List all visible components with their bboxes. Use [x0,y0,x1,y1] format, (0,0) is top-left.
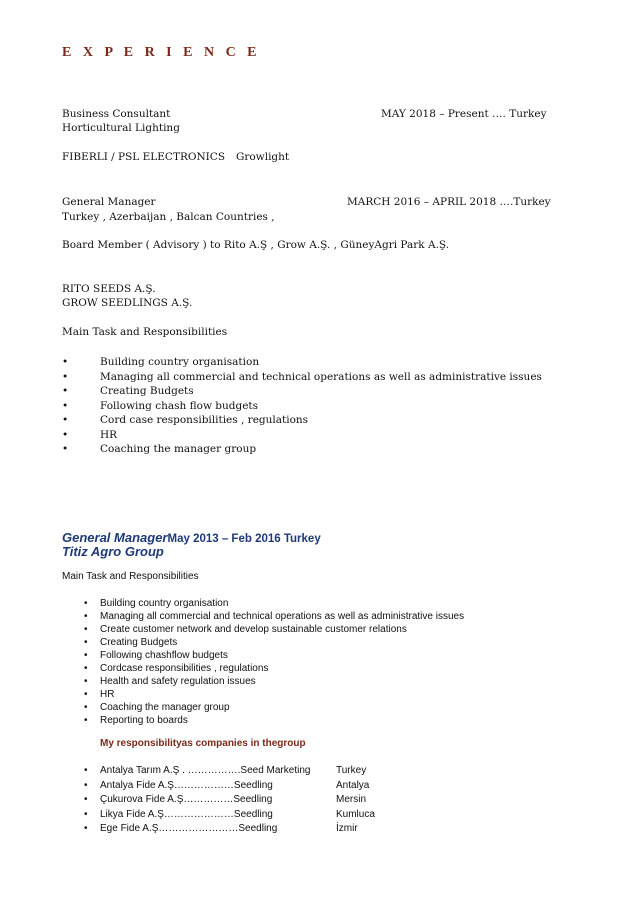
job1-product: Growlight [236,151,290,163]
company-location: Antalya [336,779,370,791]
task-text: Cord case responsibilities , regulations [100,414,309,426]
bullet-icon: • [84,598,88,609]
bullet-icon: • [62,428,69,441]
task-text: Coaching the manager group [100,702,230,713]
experience-heading: E X P E R I E N C E [62,45,261,60]
job1-date: MAY 2018 – Present …. Turkey [381,108,547,120]
bullet-icon: • [84,808,88,820]
company-name: Çukurova Fide A.Ş……………Seedling [100,794,273,805]
bullet-icon: • [84,637,88,648]
bullet-icon: • [62,370,69,383]
job3-title: General Manager [62,530,168,545]
task-text: Reporting to boards [100,715,188,726]
job1-subtitle: Horticultural Lighting [62,122,180,134]
task-text: Cordcase responsibilities , regulations [100,663,269,674]
bullet-icon: • [62,414,69,426]
bullet-icon: • [62,399,69,412]
bullet-icon: • [62,356,69,368]
job1-title: Business Consultant [62,108,171,120]
task-text: Creating Budgets [100,637,178,648]
job2-date: MARCH 2016 – APRIL 2018 ….Turkey [347,196,551,208]
task-text: HR [100,428,118,441]
bullet-icon: • [84,689,88,700]
bullet-icon: • [84,650,88,661]
task-text: Building country organisation [100,598,229,609]
bullet-icon: • [84,794,88,805]
company-name: Ege Fide A.Ş……………………Seedling [100,823,278,834]
bullet-icon: • [62,385,69,397]
task-text: Managing all commercial and technical operations as well as administrative issues [100,370,542,383]
task-text: Following chash flow budgets [100,399,259,412]
bullet-icon: • [84,823,88,834]
job2-regions: Turkey , Azerbaijan , Balcan Countries , [62,211,275,223]
task-text: Managing all commercial and technical operations as well as administrative issues [100,611,465,622]
task-text: Health and safety regulation issues [100,676,256,687]
companies-subheading: My responsibilityas companies in thegroup [100,738,306,749]
task-text: Creating Budgets [100,385,194,397]
company-name: Antalya Tarım A.Ş . …………….Seed Marketing [100,765,311,776]
task-text: Building country organisation [100,356,260,368]
task-text: Create customer network and develop sustainable customer relations [100,624,407,635]
bullet-icon: • [84,676,88,687]
bullet-icon: • [84,715,88,726]
company-location: Mersin [336,794,367,805]
job3-tasks-label: Main Task and Responsibilities [62,571,199,582]
bullet-icon: • [84,663,88,674]
job2-board: Board Member ( Advisory ) to Rito A.Ş , Grow A.Ş. , GüneyAgri Park A.Ş. [62,239,450,251]
company-location: İzmir [336,823,358,834]
company-location: Kumluca [336,808,375,820]
bullet-icon: • [84,779,88,791]
bullet-icon: • [84,702,88,713]
bullet-icon: • [84,611,88,622]
job3-company: Titiz Agro Group [62,544,164,559]
task-text: Following chashflow budgets [100,650,228,661]
job2-tasks-label: Main Task and Responsibilities [62,326,228,338]
bullet-icon: • [84,765,88,776]
task-text: HR [100,689,115,700]
company-location: Turkey [336,765,367,776]
task-text: Coaching the manager group [100,443,257,455]
job1-company: FIBERLI / PSL ELECTRONICS [62,151,226,163]
job3-date: May 2013 – Feb 2016 Turkey [167,533,321,545]
job2-company2: GROW SEEDLINGS A.Ş. [62,297,193,309]
job2-title: General Manager [62,196,156,208]
bullet-icon: • [62,443,69,455]
company-name: Antalya Fide A.Ş………………Seedling [100,779,273,791]
company-name: Likya Fide A.Ş…………………Seedling [100,808,273,820]
bullet-icon: • [84,624,88,635]
job2-company1: RITO SEEDS A.Ş. [62,283,156,295]
